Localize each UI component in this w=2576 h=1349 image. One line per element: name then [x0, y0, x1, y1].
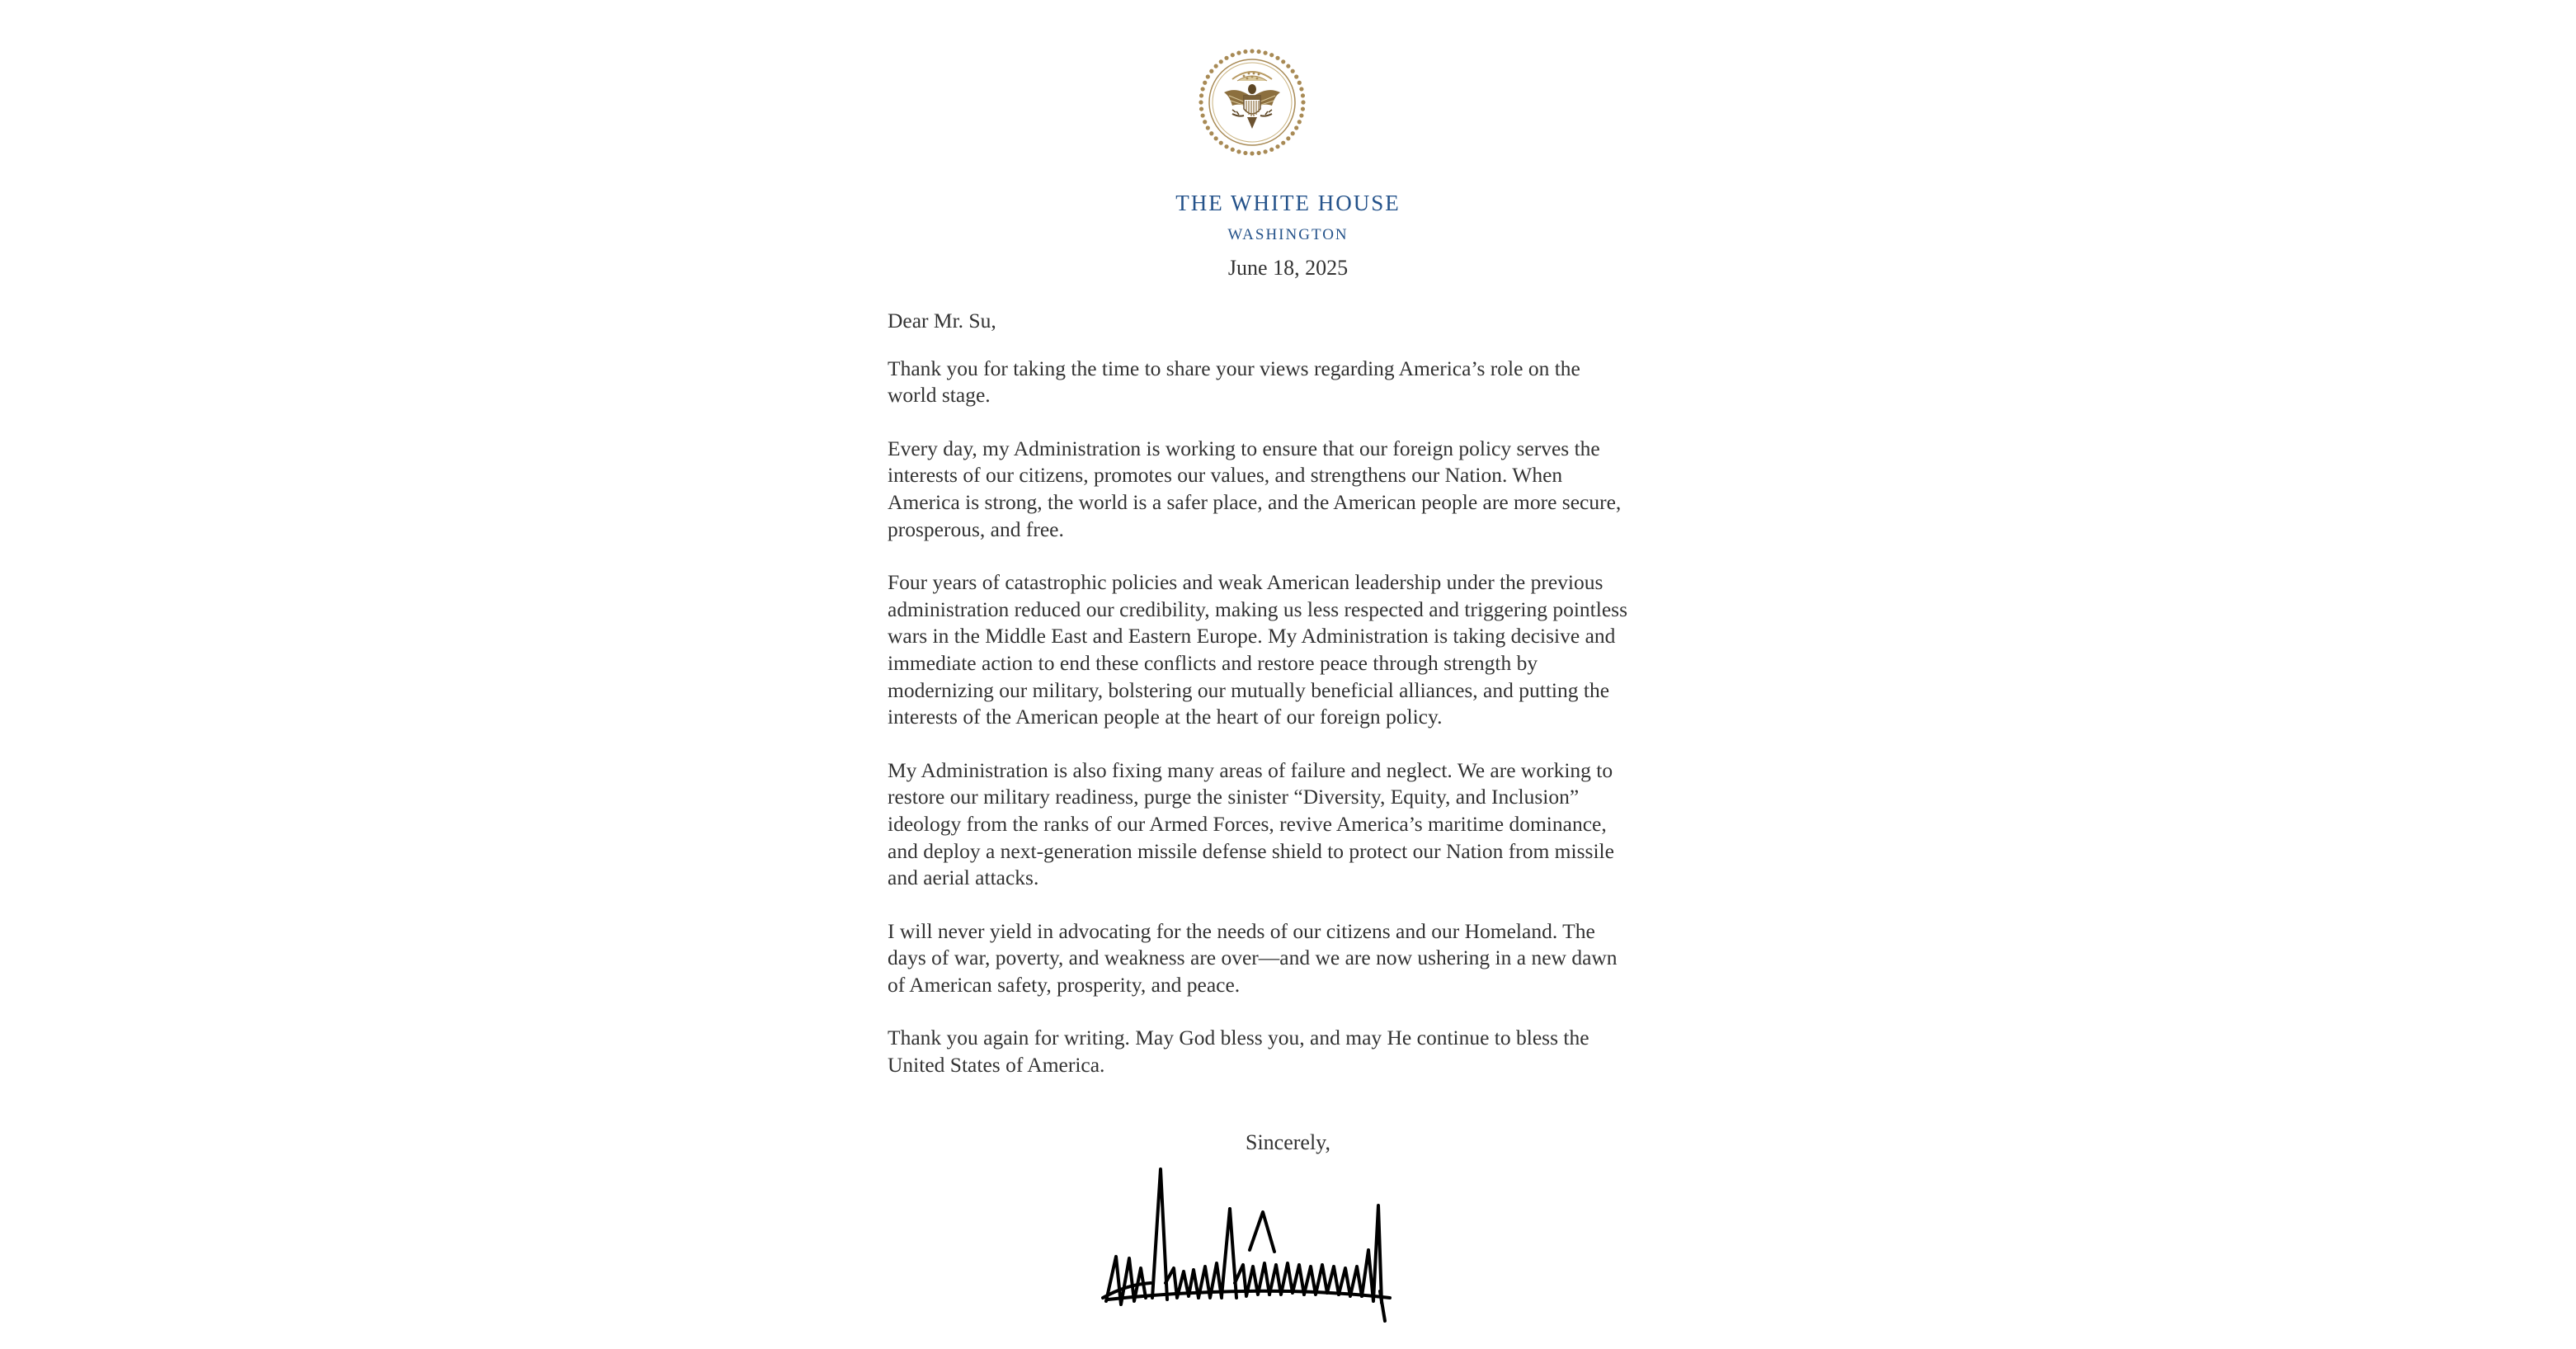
seal-border-dot	[1199, 100, 1203, 104]
seal-border-dot	[1301, 100, 1305, 104]
seal-border-dot	[1281, 59, 1285, 64]
seal-border-dot	[1209, 69, 1213, 73]
seal-border-dot	[1214, 64, 1218, 68]
paragraph-2: Every day, my Administration is working to ensure that our foreign policy serves the interests of our citizens, promotes our values, and strengthens our Nation. When America is strong, the world is a safer place, and the American people are more secure, prosperous, and free.	[888, 436, 1622, 541]
seal-border-dot	[1294, 74, 1298, 78]
seal-border-dot	[1236, 149, 1241, 153]
seal-border-dot	[1203, 81, 1207, 85]
seal-border-dot	[1224, 56, 1228, 60]
seal-border-dot	[1269, 53, 1274, 57]
seal-border-dot	[1250, 49, 1254, 53]
paragraph-6: Thank you again for writing. May God bless you, and may He continue to bless the United States of America.	[888, 1026, 1589, 1078]
letter-body	[888, 308, 1630, 1079]
paragraph-3: Four years of catastrophic policies and weak American leadership under the previous administration reduced our credibility, making us less respected and triggering pointless wars in the Middle East and Eastern Europe. My Administration is taking decisive and immediate action to end these conflicts and restore peace through strength by modernizing our military, bolstering our mutually beneficial alliances, and putting the interests of the American people at the heart of our foreign policy.	[888, 570, 1627, 729]
seal-border-dot	[1286, 136, 1290, 140]
paragraph-5: I will never yield in advocating for the needs of our citizens and our Homeland. The days of war, poverty, and weakness are over—and we are now ushering in a new dawn of American safety, prosperity, and peace.	[888, 918, 1618, 997]
seal-border-dot	[1281, 141, 1285, 145]
letter-date: June 18, 2025	[1227, 256, 1349, 280]
seal-border-dot	[1231, 53, 1235, 57]
seal-border-dot	[1263, 51, 1267, 55]
seal-border-dot	[1275, 56, 1279, 60]
seal-border-dot	[1269, 148, 1274, 152]
seal-border-dot	[1201, 87, 1205, 91]
seal-border-dot	[1224, 144, 1228, 149]
seal-border-dot	[1231, 148, 1235, 152]
seal-border-dot	[1236, 51, 1241, 55]
seal-border-dot	[1294, 125, 1298, 130]
seal-border-dot	[1243, 50, 1247, 54]
letterhead-org-name: THE WHITE HOUSE	[1175, 191, 1401, 215]
seal-border-dot	[1299, 113, 1303, 117]
seal-border-dot	[1301, 106, 1305, 111]
seal-border-dot	[1256, 151, 1260, 155]
letterhead-org-city: WASHINGTON	[1227, 226, 1349, 243]
seal-border-dot	[1291, 69, 1295, 73]
seal-border-dot	[1203, 120, 1207, 124]
seal-border-dot	[1209, 131, 1213, 135]
seal-border-dot	[1219, 59, 1223, 64]
seal-border-dot	[1297, 120, 1302, 124]
seal-border-dot	[1201, 113, 1205, 117]
paragraph-1: Thank you for taking the time to share your views regarding America’s role on the world stage.	[888, 356, 1580, 408]
seal-border-dot	[1199, 93, 1203, 97]
seal-border-dot	[1256, 50, 1260, 54]
seal-border-dot	[1291, 131, 1295, 135]
seal-border-dot	[1199, 106, 1203, 111]
seal-border-dot	[1219, 141, 1223, 145]
handwritten-signature-icon	[1101, 1159, 1408, 1324]
seal-border-dot	[1206, 125, 1210, 130]
seal-border-dot	[1263, 149, 1267, 153]
seal-border-dot	[1299, 87, 1303, 91]
seal-border-dot	[1243, 151, 1247, 155]
seal-border-dot	[1206, 74, 1210, 78]
seal-border-dot	[1275, 144, 1279, 149]
seal-border-dot	[1301, 93, 1305, 97]
seal-border-dot	[1286, 64, 1290, 68]
salutation: Dear Mr. Su,	[888, 309, 996, 333]
paragraph-4: My Administration is also fixing many areas of failure and neglect. We are working to restore our military readiness, purge the sinister “Diversity, Equity, and Inclusion” ideology from the ranks of our Armed Forces, revive America’s maritime dominance, and deploy a next-generation missile defense shield to protect our Nation from missile and aerial attacks.	[888, 757, 1614, 890]
seal-border-dot	[1297, 81, 1302, 85]
closing: Sincerely,	[1246, 1130, 1330, 1154]
presidential-seal-icon	[1196, 46, 1308, 158]
seal-border-dot	[1214, 136, 1218, 140]
seal-border-dot	[1250, 151, 1254, 155]
